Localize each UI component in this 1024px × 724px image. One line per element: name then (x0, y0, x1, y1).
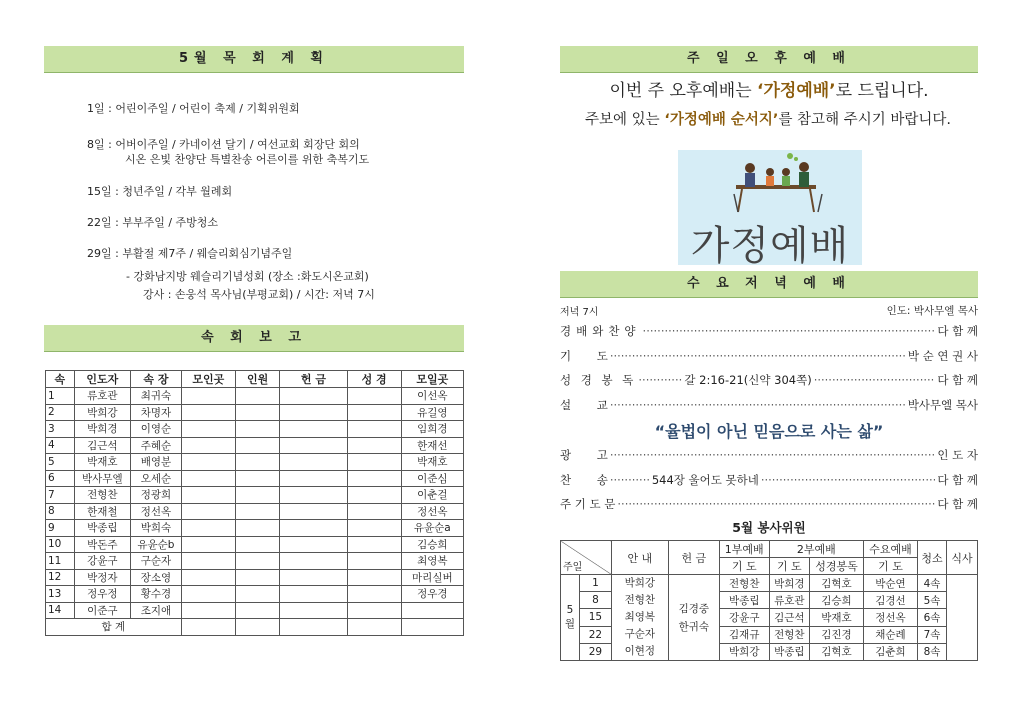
guide-name: 구순자 (624, 628, 656, 640)
table-cell (280, 520, 347, 537)
offering-cell (668, 575, 719, 661)
table-cell (347, 569, 401, 586)
plan-item: 1일 : 어린이주일 / 어린이 축제 / 기획위원회 (87, 102, 300, 115)
table-cell (236, 437, 280, 454)
order-label: 경배와찬양 (560, 324, 641, 338)
table-cell: 김재규 (719, 626, 769, 643)
table-cell (347, 388, 401, 405)
table-cell: 13 (46, 586, 75, 603)
table-cell: 구순자 (131, 553, 182, 570)
day-cell: 29 (580, 643, 612, 660)
table-cell: 박희경 (74, 421, 131, 438)
col-header: 성 경 (347, 371, 401, 388)
table-cell: 박희강 (74, 404, 131, 421)
col-header: 모인곳 (181, 371, 235, 388)
order-right: 박사무엘 목사 (907, 398, 978, 412)
table-cell (181, 553, 235, 570)
order-row (560, 397, 978, 413)
table-cell: 5 (46, 454, 75, 471)
order-right: 박 순 연 권 사 (907, 349, 978, 363)
table-cell: 김혁호 (809, 643, 863, 660)
table-cell (280, 536, 347, 553)
announcement-line-2 (556, 108, 980, 129)
col-header: 인원 (236, 371, 280, 388)
table-cell: 유윤순a (401, 520, 463, 537)
table-cell: 정우경 (401, 586, 463, 603)
day-cell: 15 (580, 609, 612, 626)
col-header: 모일곳 (401, 371, 463, 388)
table-cell: 김혁호 (809, 575, 863, 592)
table-cell: 조지애 (131, 602, 182, 619)
table-cell: 12 (46, 569, 75, 586)
table-cell: 9 (46, 520, 75, 537)
table-cell: 정선옥 (863, 609, 917, 626)
table-cell: 배영분 (131, 454, 182, 471)
table-cell (181, 437, 235, 454)
table-cell (236, 553, 280, 570)
table-row (46, 536, 464, 553)
col-header: 헌 금 (668, 541, 719, 575)
table-cell (236, 586, 280, 603)
table-cell (401, 619, 463, 636)
table-cell: 김춘희 (863, 643, 917, 660)
table-row (46, 569, 464, 586)
table-cell (181, 487, 235, 504)
guide-name: 박희강 (624, 577, 656, 589)
table-row (561, 575, 978, 592)
table-cell: 박재호 (74, 454, 131, 471)
table-cell (181, 536, 235, 553)
table-cell: 김승희 (809, 592, 863, 609)
table-cell: 박종립 (769, 643, 809, 660)
table-row (46, 454, 464, 471)
order-row (560, 323, 978, 339)
day-cell: 1 (580, 575, 612, 592)
month-label: 5월 (561, 575, 580, 661)
table-cell (236, 619, 280, 636)
table-cell: 14 (46, 602, 75, 619)
col-header: 수요예배 (863, 541, 917, 558)
table-cell: 11 (46, 553, 75, 570)
table-row (46, 602, 464, 619)
table-cell: 5속 (918, 592, 947, 609)
table-cell (280, 619, 347, 636)
table-cell (280, 553, 347, 570)
table-cell (347, 470, 401, 487)
table-cell: 김근석 (74, 437, 131, 454)
table-cell: 김진경 (809, 626, 863, 643)
order-right: 인 도 자 (937, 448, 978, 462)
order-label: 설 교 (560, 398, 608, 412)
order-right: 다 함 께 (937, 324, 978, 338)
table-cell (236, 503, 280, 520)
table-cell (236, 536, 280, 553)
table-row (46, 437, 464, 454)
plan-item: 강사 : 손웅석 목사님(부평교회) / 시간: 저녁 7시 (143, 288, 375, 301)
table-row (46, 553, 464, 570)
table-cell (236, 602, 280, 619)
table-cell: 10 (46, 536, 75, 553)
table-cell (181, 454, 235, 471)
col-header: 식사 (947, 541, 978, 575)
table-cell: 유길영 (401, 404, 463, 421)
col-header: 속 (46, 371, 75, 388)
order-row (560, 372, 978, 388)
table-cell (236, 470, 280, 487)
table-cell: 이준구 (74, 602, 131, 619)
plan-item: 22일 : 부부주일 / 주방청소 (87, 216, 219, 229)
table-cell: 한재선 (401, 437, 463, 454)
table-cell (347, 454, 401, 471)
offering-name: 김경중 (678, 602, 710, 615)
guide-name: 최영복 (624, 611, 656, 623)
col-header: 1부예배 (719, 541, 769, 558)
table-cell (181, 503, 235, 520)
table-row (46, 470, 464, 487)
sub-header: 기 도 (769, 558, 809, 575)
table-cell (236, 487, 280, 504)
table-cell (401, 602, 463, 619)
table-cell (236, 388, 280, 405)
table-cell (280, 503, 347, 520)
col-header: 청소 (918, 541, 947, 575)
table-row (46, 586, 464, 603)
table-cell (280, 404, 347, 421)
day-cell: 8 (580, 592, 612, 609)
table-cell (280, 388, 347, 405)
order-right: 다 함 께 (937, 497, 978, 511)
order-mid: 갈 2:16-21(신약 304쪽) (684, 373, 812, 387)
order-row (560, 348, 978, 364)
col-header: 안 내 (611, 541, 668, 575)
family-dinner-illustration (678, 150, 862, 220)
col-header: 속 장 (131, 371, 182, 388)
table-cell: 황수경 (131, 586, 182, 603)
table-cell: 박종립 (719, 592, 769, 609)
order-row (560, 447, 978, 463)
table-cell (347, 437, 401, 454)
table-cell: 전형찬 (769, 626, 809, 643)
wed-leader: 인도: 박사무엘 목사 (886, 305, 978, 317)
corner-cell (561, 541, 612, 575)
table-cell: 박정자 (74, 569, 131, 586)
table-cell (181, 470, 235, 487)
table-cell (280, 569, 347, 586)
total-label: 합 계 (46, 619, 182, 636)
announce-emphasis: ‘가정예배 순서지’ (664, 112, 779, 128)
corner-label: 주일 (563, 562, 583, 573)
table-cell: 정선옥 (401, 503, 463, 520)
announce-text: 를 참고해 주시기 바랍니다. (778, 112, 951, 128)
report-header: 속 회 보 고 (44, 325, 464, 352)
table-cell: 3 (46, 421, 75, 438)
order-label: 성 경 봉 독 (560, 373, 637, 387)
table-cell: 8 (46, 503, 75, 520)
table-cell: 오세순 (131, 470, 182, 487)
table-cell: 강윤구 (74, 553, 131, 570)
announce-text: 로 드립니다. (835, 81, 929, 101)
order-row (560, 496, 978, 512)
guide-name: 전형찬 (624, 594, 656, 606)
table-cell (280, 437, 347, 454)
table-cell: 박순연 (863, 575, 917, 592)
table-cell: 박희강 (719, 643, 769, 660)
table-cell (181, 569, 235, 586)
wed-header: 수 요 저 녁 예 배 (560, 271, 978, 298)
table-cell: 이선옥 (401, 388, 463, 405)
offering-name: 한귀숙 (678, 620, 710, 633)
sub-header: 성경봉독 (809, 558, 863, 575)
table-cell (280, 421, 347, 438)
day-cell: 22 (580, 626, 612, 643)
plan-item: - 강화남지방 웨슬리기념성회 (장소 :화도시온교회) (126, 270, 369, 283)
wed-time: 저녁 7시 (560, 307, 599, 318)
table-cell: 1 (46, 388, 75, 405)
order-label: 찬 송 (560, 473, 608, 487)
table-cell (236, 569, 280, 586)
table-cell: 주혜순 (131, 437, 182, 454)
table-cell: 정광희 (131, 487, 182, 504)
table-cell: 박돈주 (74, 536, 131, 553)
table-cell: 박희경 (769, 575, 809, 592)
family-worship-image (678, 150, 862, 269)
table-cell (347, 520, 401, 537)
table-cell (181, 619, 235, 636)
table-cell: 7 (46, 487, 75, 504)
table-cell: 박재호 (401, 454, 463, 471)
table-cell: 한재철 (74, 503, 131, 520)
table-cell: 최귀숙 (131, 388, 182, 405)
table-cell (236, 520, 280, 537)
table-cell (181, 586, 235, 603)
table-cell (181, 421, 235, 438)
table-cell (347, 586, 401, 603)
table-cell (181, 520, 235, 537)
table-cell (347, 619, 401, 636)
table-cell: 정우정 (74, 586, 131, 603)
table-cell: 6속 (918, 609, 947, 626)
table-cell: 강윤구 (719, 609, 769, 626)
plan-item: 29일 : 부활절 제7주 / 웨슬리회심기념주일 (87, 247, 293, 260)
table-cell (347, 553, 401, 570)
table-cell: 박종립 (74, 520, 131, 537)
table-row (46, 421, 464, 438)
plan-header: 5월 목 회 계 획 (44, 46, 464, 73)
table-cell: 이춘걸 (401, 487, 463, 504)
table-cell (181, 404, 235, 421)
sunday-header: 주 일 오 후 예 배 (560, 46, 978, 73)
order-mid: 544장 울어도 못하네 (651, 473, 759, 487)
sermon-title: “율법이 아닌 믿음으로 사는 삶” (654, 422, 884, 441)
service-title: 5월 봉사위원 (732, 520, 806, 535)
announcement-line-1 (560, 76, 978, 101)
table-cell (181, 602, 235, 619)
table-row (46, 404, 464, 421)
sub-header: 기 도 (719, 558, 769, 575)
table-cell: 이준심 (401, 470, 463, 487)
table-cell (280, 586, 347, 603)
table-cell: 류호관 (74, 388, 131, 405)
table-row (46, 503, 464, 520)
meal-cell (947, 575, 978, 661)
table-cell (347, 487, 401, 504)
table-cell (236, 404, 280, 421)
service-table (560, 540, 978, 661)
table-cell: 최영복 (401, 553, 463, 570)
table-cell (347, 404, 401, 421)
table-cell: 차명자 (131, 404, 182, 421)
table-cell (347, 503, 401, 520)
table-cell (181, 388, 235, 405)
order-label: 기 도 (560, 349, 608, 363)
table-cell (236, 454, 280, 471)
table-cell: 이영순 (131, 421, 182, 438)
table-row (46, 388, 464, 405)
table-cell: 박사무엘 (74, 470, 131, 487)
guide-cell (611, 575, 668, 661)
sub-header: 기 도 (863, 558, 917, 575)
table-cell: 유윤순b (131, 536, 182, 553)
table-cell: 김승희 (401, 536, 463, 553)
table-row (46, 520, 464, 537)
plan-item: 8일 : 어버이주일 / 카네이션 달기 / 여선교회 회장단 회의 (87, 138, 360, 151)
table-cell: 박재호 (809, 609, 863, 626)
table-cell (280, 487, 347, 504)
table-cell (347, 602, 401, 619)
table-row (46, 487, 464, 504)
guide-name: 이현정 (624, 645, 656, 657)
table-cell (347, 536, 401, 553)
table-cell: 김경선 (863, 592, 917, 609)
report-table (45, 370, 464, 636)
table-cell (280, 454, 347, 471)
table-cell: 6 (46, 470, 75, 487)
table-cell (236, 421, 280, 438)
table-cell: 전형찬 (719, 575, 769, 592)
table-cell: 류호관 (769, 592, 809, 609)
table-cell: 4속 (918, 575, 947, 592)
table-cell: 임희경 (401, 421, 463, 438)
table-cell (280, 470, 347, 487)
col-header: 인도자 (74, 371, 131, 388)
table-cell: 7속 (918, 626, 947, 643)
order-right: 다 함 께 (937, 473, 978, 487)
table-cell (280, 602, 347, 619)
col-header: 헌 금 (280, 371, 347, 388)
plan-item: 15일 : 청년주일 / 각부 월례회 (87, 185, 233, 198)
order-label: 광 고 (560, 448, 608, 462)
table-cell: 마리실버 (401, 569, 463, 586)
table-cell: 4 (46, 437, 75, 454)
order-label: 주 기 도 문 (560, 497, 616, 511)
announce-text: 이번 주 오후예배는 (609, 81, 758, 101)
table-cell: 8속 (918, 643, 947, 660)
order-right: 다 함 께 (937, 373, 978, 387)
announce-emphasis: ‘가정예배’ (757, 81, 836, 101)
table-cell: 정선옥 (131, 503, 182, 520)
announce-text: 주보에 있는 (585, 112, 665, 128)
order-row (560, 472, 978, 488)
table-cell: 장소영 (131, 569, 182, 586)
table-cell: 김근석 (769, 609, 809, 626)
table-cell (347, 421, 401, 438)
col-header: 2부예배 (769, 541, 863, 558)
plan-item: 시온 은빛 찬양단 특별찬송 어른이를 위한 축복기도 (125, 153, 370, 166)
image-caption: 가정예배 (690, 223, 850, 269)
table-cell: 2 (46, 404, 75, 421)
table-cell: 채순례 (863, 626, 917, 643)
table-cell: 전형찬 (74, 487, 131, 504)
table-cell: 박희숙 (131, 520, 182, 537)
